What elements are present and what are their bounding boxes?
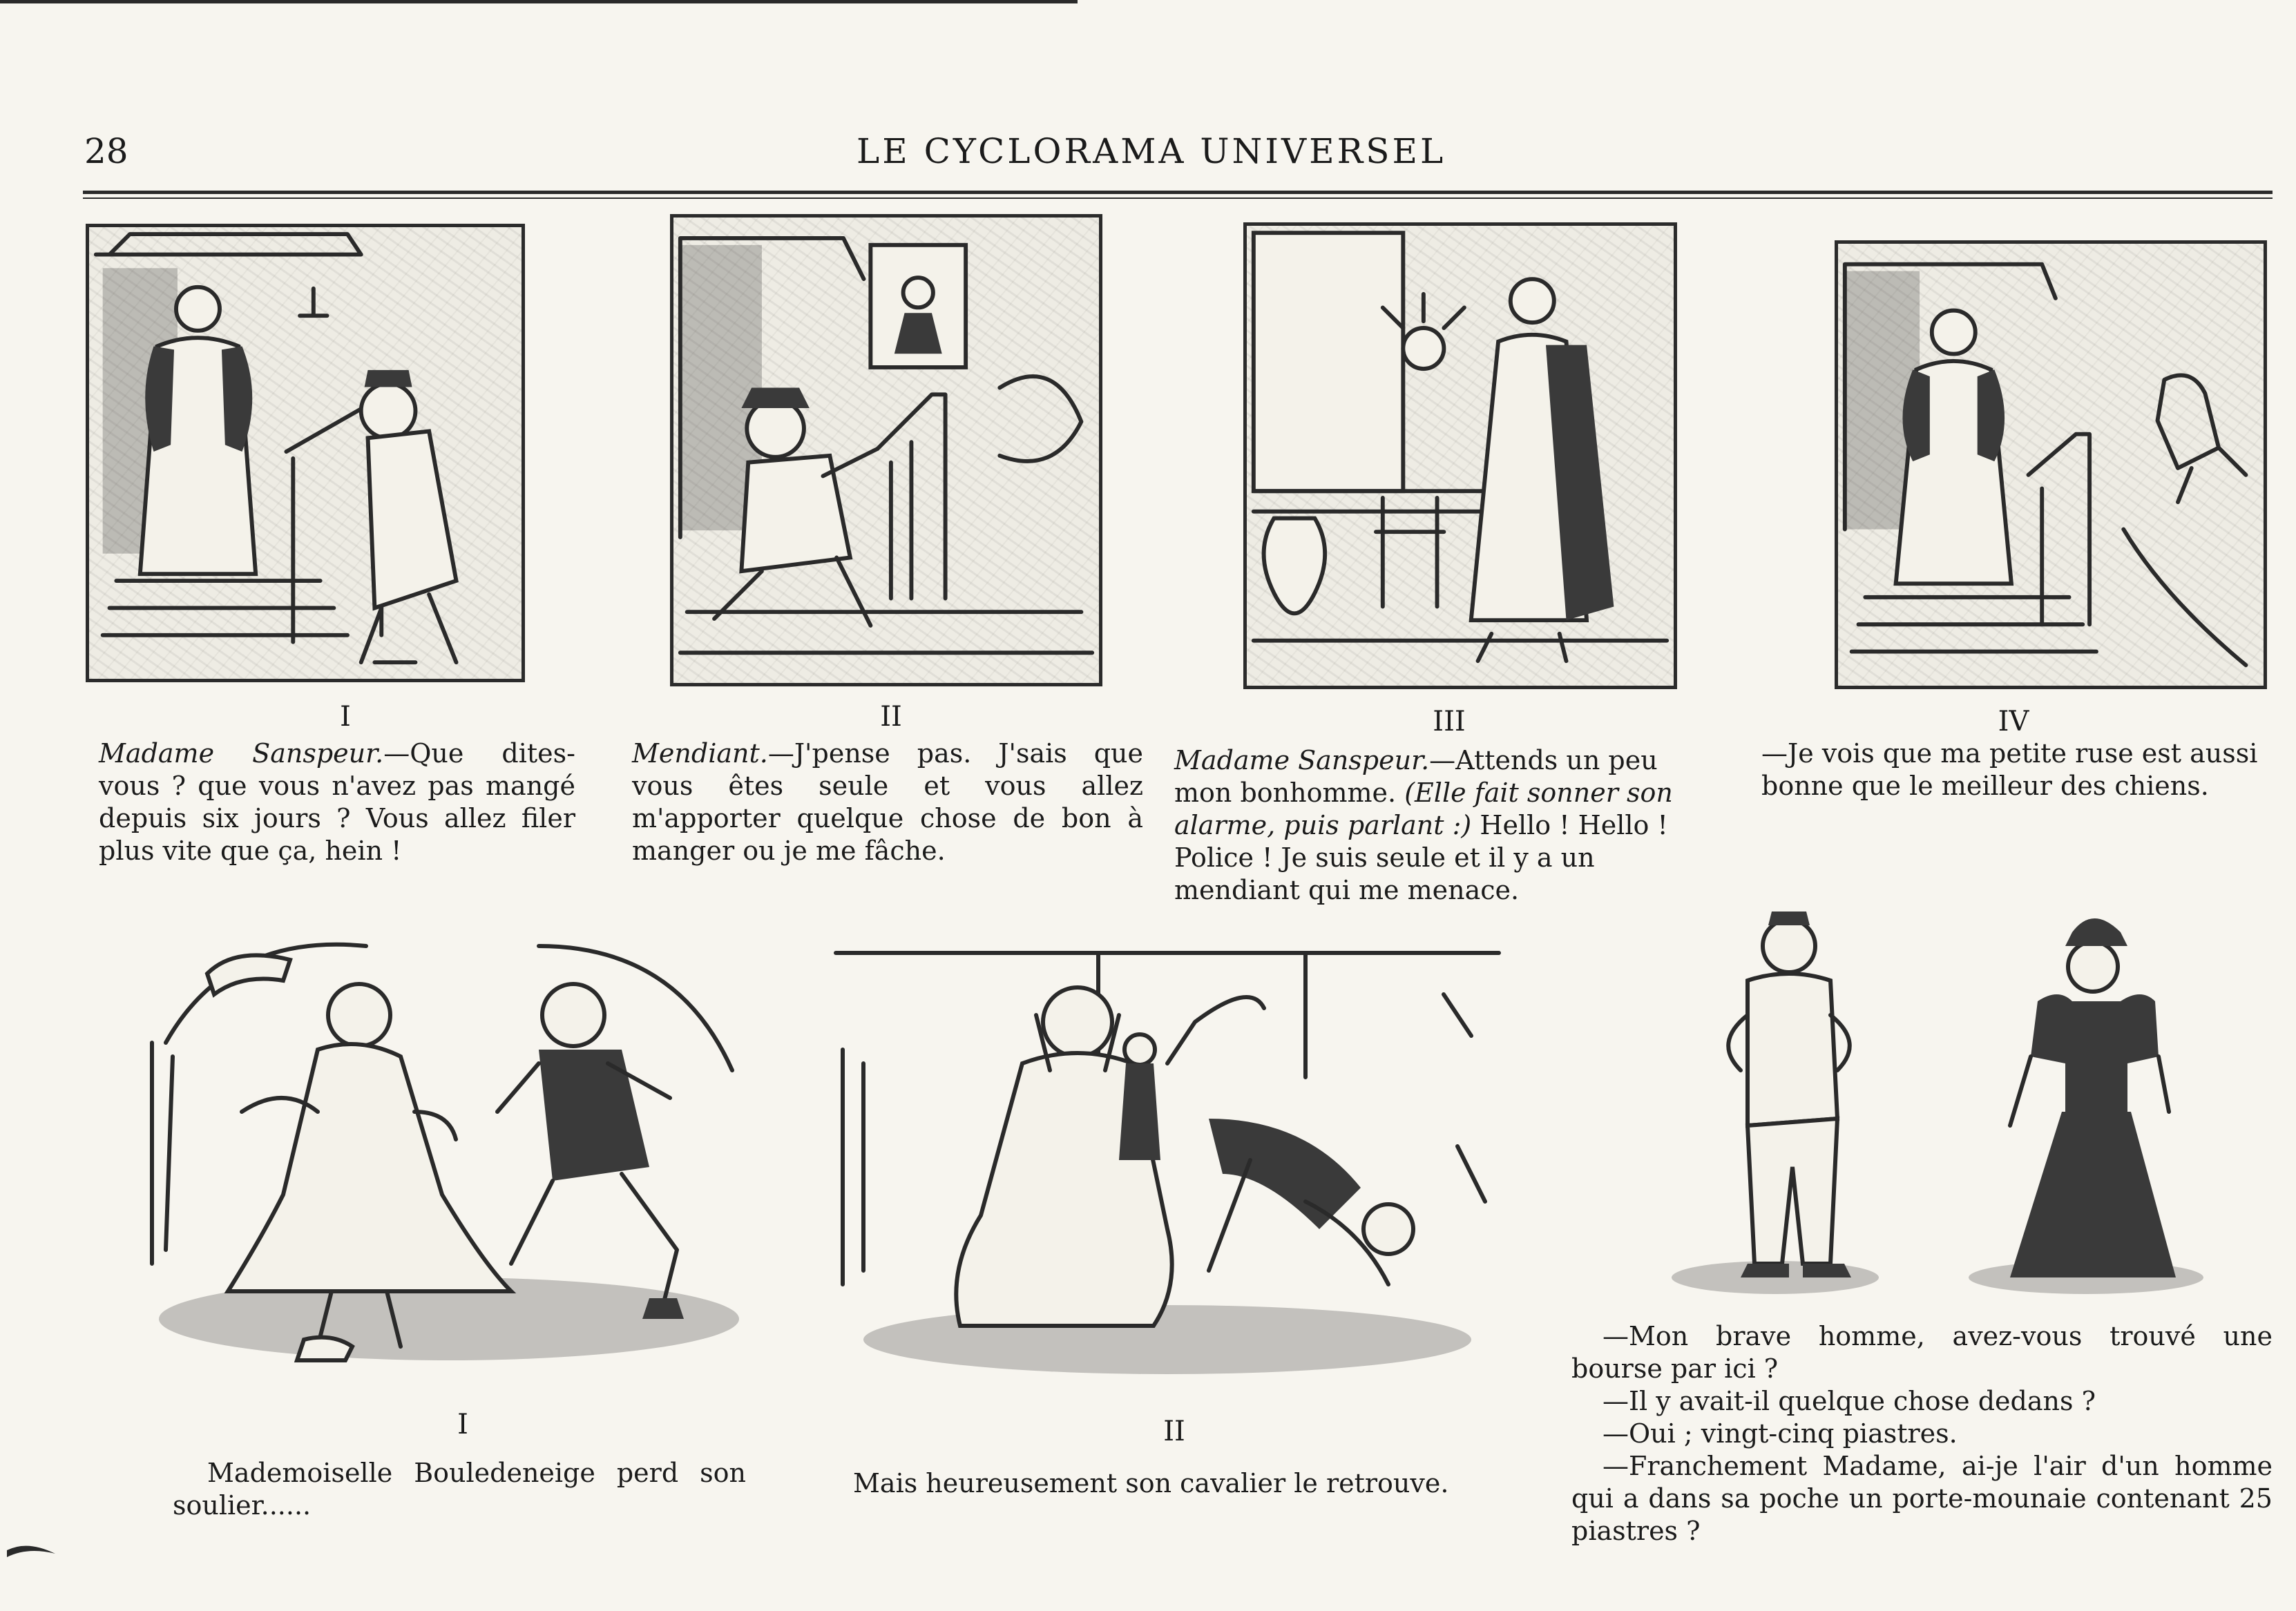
- purse-vignette: [1644, 891, 2252, 1319]
- page-number: 28: [84, 131, 128, 171]
- panel-1-speaker: Madame Sanspeur.: [99, 738, 384, 769]
- panel-3-text-b: Hello ! Hello ! Police ! Je suis seule et il y a un mendiant qui me menace.: [1174, 810, 1668, 905]
- panel-3-text-a: —Attends un peu mon bonhomme.: [1174, 745, 1658, 808]
- comic-panel-3: [1243, 222, 1677, 689]
- comic-panel-2: [670, 214, 1102, 686]
- purse-dialogue: [1571, 1320, 2273, 1547]
- dialogue-line-3: —Oui ; vingt-cinq piastres.: [1603, 1418, 1958, 1449]
- comic-panel-4: [1835, 240, 2267, 689]
- comic-panel-1: [86, 224, 525, 682]
- panel-2-text: —J'pense pas. J'sais que vous êtes seule et vous allez m'apporter quelque chose de bon à manger ou je me fâche.: [632, 738, 1143, 866]
- panel-4-numeral: IV: [1998, 706, 2029, 737]
- header-rule-thin: [83, 197, 2273, 199]
- panel-2-caption: [632, 737, 1143, 867]
- dialogue-line-4: —Franchement Madame, ai-je l'air d'un homme qui a dans sa poche un porte-mounaie contenant 25 piastres ?: [1571, 1451, 2273, 1546]
- dance-vignette-2: [822, 939, 1506, 1381]
- dialogue-line-1: —Mon brave homme, avez-vous trouvé une bourse par ici ?: [1571, 1321, 2273, 1384]
- bottom-panel-1-caption: Mademoiselle Bouledeneige perd son soulier......: [173, 1458, 746, 1521]
- panel-2-numeral: II: [880, 701, 902, 733]
- panel-3-speaker: Madame Sanspeur.: [1174, 745, 1430, 775]
- top-border-line: [0, 0, 1078, 3]
- panel-1-numeral: I: [340, 701, 351, 733]
- panel-2-speaker: Mendiant.: [632, 738, 768, 769]
- bottom-panel-2-numeral: II: [1163, 1416, 1185, 1447]
- dance-vignette-1: [124, 905, 774, 1388]
- panel-1-caption: [99, 737, 575, 867]
- dialogue-line-2: —Il y avait-il quelque chose dedans ?: [1603, 1386, 2096, 1416]
- bottom-panel-1-numeral: I: [457, 1409, 468, 1440]
- bottom-panel-2-caption: Mais heureusement son cavalier le retrouve.: [853, 1468, 1449, 1498]
- panel-4-caption: —Je vois que ma petite ruse est aussi bonne que le meilleur des chiens.: [1761, 738, 2258, 801]
- panel-3-caption: [1174, 744, 1699, 907]
- margin-ornament: [7, 1540, 55, 1561]
- page-title: LE CYCLORAMA UNIVERSEL: [857, 131, 1446, 171]
- panel-1-text: —Que dites-vous ? que vous n'avez pas mangé depuis six jours ? Vous allez filer plus vite que ça, hein !: [99, 738, 575, 866]
- panel-3-numeral: III: [1433, 706, 1466, 737]
- header-rule: [83, 191, 2273, 194]
- panel-3-stage-direction: (Elle fait sonner son alarme, puis parlant :): [1174, 778, 1673, 840]
